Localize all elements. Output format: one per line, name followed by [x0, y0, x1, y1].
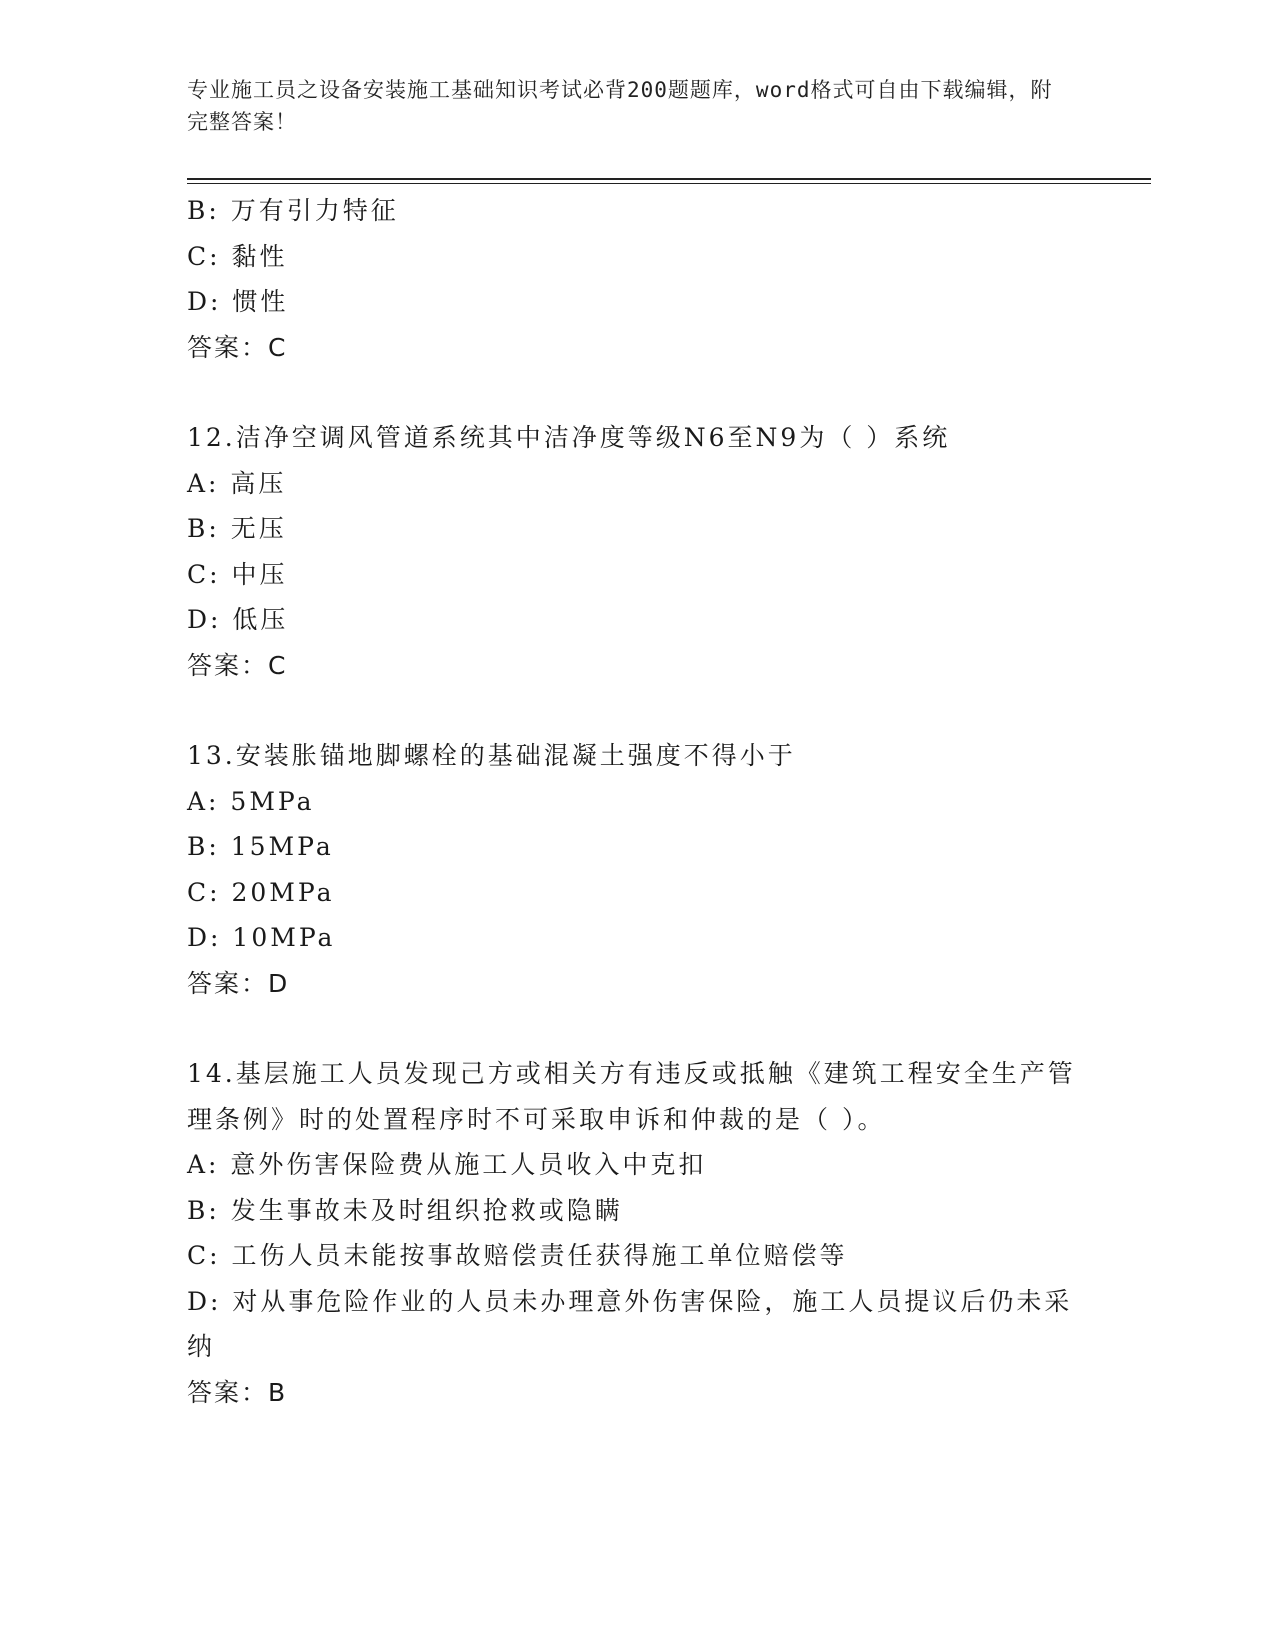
option-b: B: 15MPa [187, 832, 334, 861]
option-a: A: 意外伤害保险费从施工人员收入中克扣 [187, 1150, 707, 1179]
option-b: B: 无压 [187, 514, 287, 543]
option-b: B: 万有引力特征 [187, 196, 399, 225]
question-gap [187, 688, 1087, 733]
option-a: A: 高压 [187, 468, 287, 498]
header-rule-thick [187, 178, 1151, 180]
option-c: C: 中压 [187, 559, 288, 589]
option-c: C: 工伤人员未能按事故赔偿责任获得施工单位赔偿等 [187, 1241, 848, 1270]
answer-line: 答案：B [187, 1377, 288, 1407]
option-a: A: 5MPa [187, 786, 315, 816]
answer-line: 答案：C [187, 650, 288, 680]
answer-line: 答案：C [187, 332, 288, 362]
question-stem: 14.基层施工人员发现己方或相关方有违反或抵触《建筑工程安全生产管理条例》时的处置程序时不可采取申诉和仲裁的是（ ）。 [187, 1059, 1076, 1134]
question-14 [187, 1051, 1087, 1415]
option-d: D: 10MPa [187, 923, 336, 952]
document-header: 专业施工员之设备安装施工基础知识考试必背200题题库，word格式可自由下载编辑，附完整答案！ [187, 78, 1053, 134]
option-b: B: 发生事故未及时组织抢救或隐瞒 [187, 1195, 623, 1225]
header-rule-thin [187, 183, 1151, 184]
question-gap [187, 370, 1087, 415]
question-gap [187, 1006, 1087, 1051]
answer-line: 答案：D [187, 968, 290, 998]
option-d: D: 对从事危险作业的人员未办理意外伤害保险，施工人员提议后仍未采纳 [187, 1286, 1073, 1361]
question-stem: 13.安装胀锚地脚螺栓的基础混凝土强度不得小于 [187, 741, 796, 770]
partial-question [187, 188, 1087, 370]
option-c: C: 20MPa [187, 877, 335, 907]
question-stem: 12.洁净空调风管道系统其中洁净度等级N6至N9为（ ）系统 [187, 423, 951, 452]
question-13 [187, 733, 1087, 1006]
question-12 [187, 415, 1087, 688]
question-list [187, 188, 1087, 1415]
option-d: D: 惯性 [187, 287, 289, 316]
option-c: C: 黏性 [187, 241, 288, 271]
option-d: D: 低压 [187, 605, 289, 634]
